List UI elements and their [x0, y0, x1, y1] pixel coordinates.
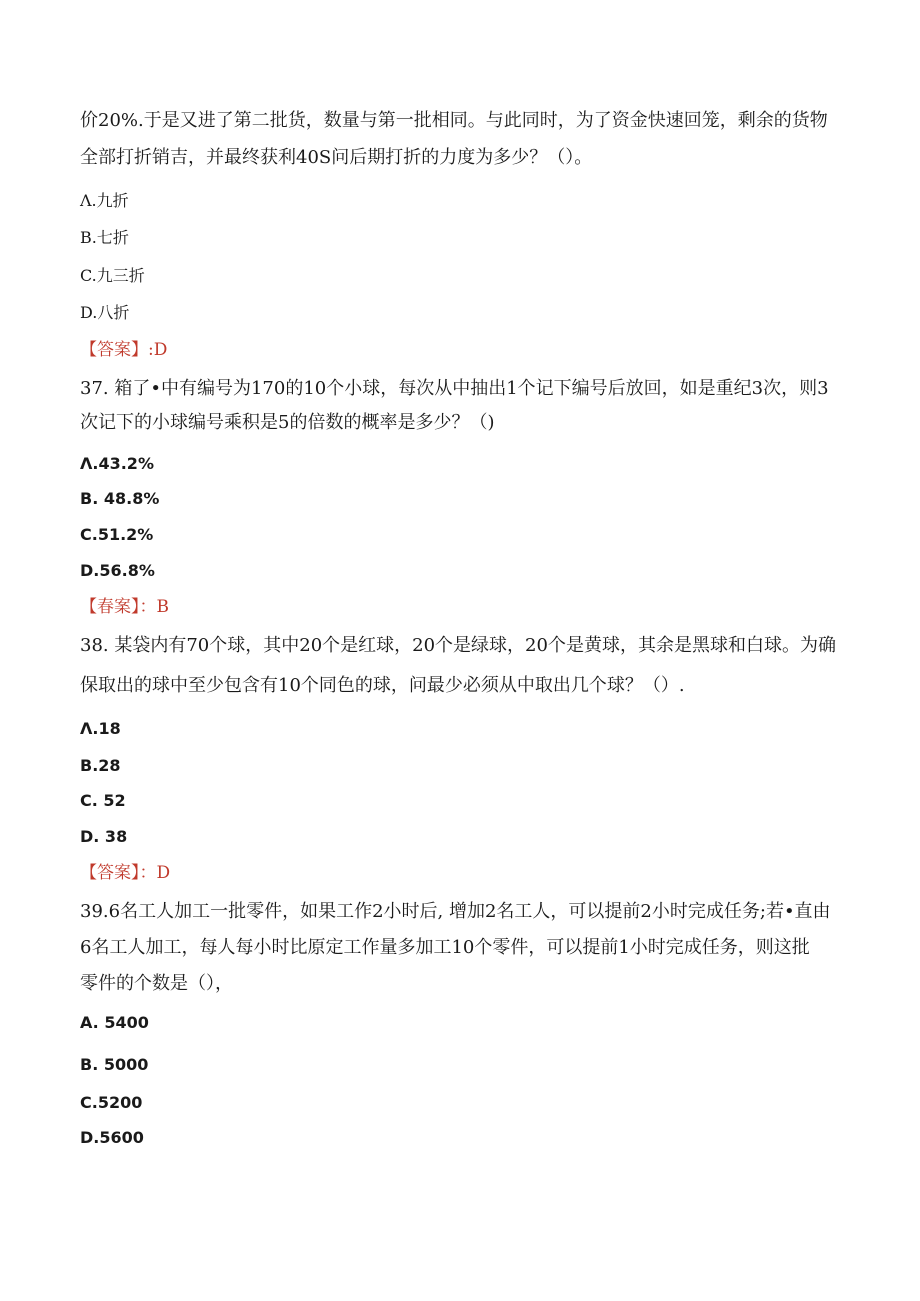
q37-answer: 【春案】：B	[80, 597, 169, 617]
q38-text-line-2: 保取出的球中至少包含有10个同色的球，问最少必须从中取出几个球？（）.	[80, 675, 685, 696]
q39-text-line-2: 6名工人加工，每人每小时比原定工作量多加工10个零件，可以提前1小时完成任务，则这批	[80, 937, 810, 958]
q36-text-line-2: 全部打折销吉，并最终获利40S问后期打折的力度为多少？（）。	[80, 147, 593, 168]
q37-option-b: B. 48.8%	[80, 489, 160, 508]
q37-option-a: Λ.43.2%	[80, 454, 154, 473]
q39-option-d: D.5600	[80, 1128, 144, 1147]
q38-option-c: C. 52	[80, 791, 126, 810]
q39-option-a: A. 5400	[80, 1013, 149, 1032]
q36-option-a: Λ.九折	[80, 191, 129, 210]
q39-option-c: C.5200	[80, 1093, 143, 1112]
q39-text-line-1: 39.6名工人加工一批零件，如果工作2小时后, 增加2名工人，可以提前2小时完成任务;若•直由	[80, 901, 831, 922]
q36-option-d: D.八折	[80, 303, 130, 322]
q38-option-a: Λ.18	[80, 719, 121, 738]
q36-option-c: C.九三折	[80, 266, 145, 285]
q37-option-c: C.51.2%	[80, 525, 154, 544]
q37-text-line-2: 次记下的小球编号乘积是5的倍数的概率是多少？（)	[80, 412, 495, 433]
q39-text-line-3: 零件的个数是（），	[80, 973, 233, 994]
q38-option-d: D. 38	[80, 827, 128, 846]
q38-option-b: B.28	[80, 756, 121, 775]
q39-option-b: B. 5000	[80, 1055, 149, 1074]
q38-answer: 【答案】：D	[80, 863, 171, 883]
q36-answer: 【答案】:D	[80, 340, 168, 360]
q36-option-b: B.七折	[80, 228, 129, 247]
q36-text-line-1: 价20%.于是又进了第二批货，数量与第一批相同。与此同时，为了资金快速回笼，剩余的货物	[80, 110, 828, 131]
q37-option-d: D.56.8%	[80, 561, 155, 580]
q37-text-line-1: 37. 箱了•中有编号为170的10个小球，每次从中抽出1个记下编号后放回，如是重纪3次，则3	[80, 378, 829, 399]
q38-text-line-1: 38. 某袋内有70个球，其中20个是红球，20个是绿球，20个是黄球，其余是黑球和白球。为确	[80, 635, 836, 656]
